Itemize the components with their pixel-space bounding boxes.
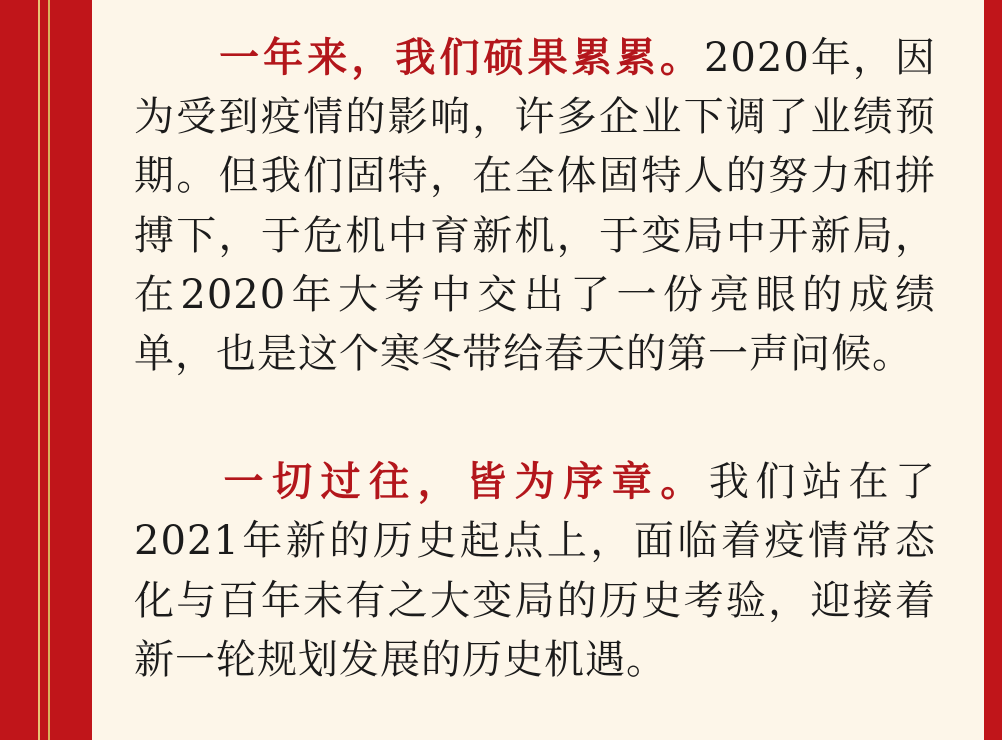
right-decorative-band [984,0,1002,740]
paragraph-one-body: 2020年，因为受到疫情的影响，许多企业下调了业绩预期。但我们固特，在全体固特人的努力和拼搏下，于危机中育新机，于变局中开新局，在2020年大考中交出了一份亮眼的成绩单，也是这个寒冬带给春天的第一声问候。 [134,35,937,377]
left-decorative-band [0,0,92,740]
gold-rule-outer [38,0,40,740]
paper-content [134,28,936,710]
gold-rule-inner [48,0,50,740]
paper-surface [92,0,984,740]
paragraph-one-accent-lead: 一年来，我们硕果累累。 [218,34,704,81]
paragraph-two [134,452,936,690]
paragraph-two-body: 我们站在了2021年新的历史起点上，面临着疫情常态化与百年未有之大变局的历史考验，迎接着新一轮规划发展的历史机遇。 [134,459,937,683]
paragraph-one [134,28,936,384]
paragraph-two-accent-lead: 一切过往，皆为序章。 [218,458,709,506]
